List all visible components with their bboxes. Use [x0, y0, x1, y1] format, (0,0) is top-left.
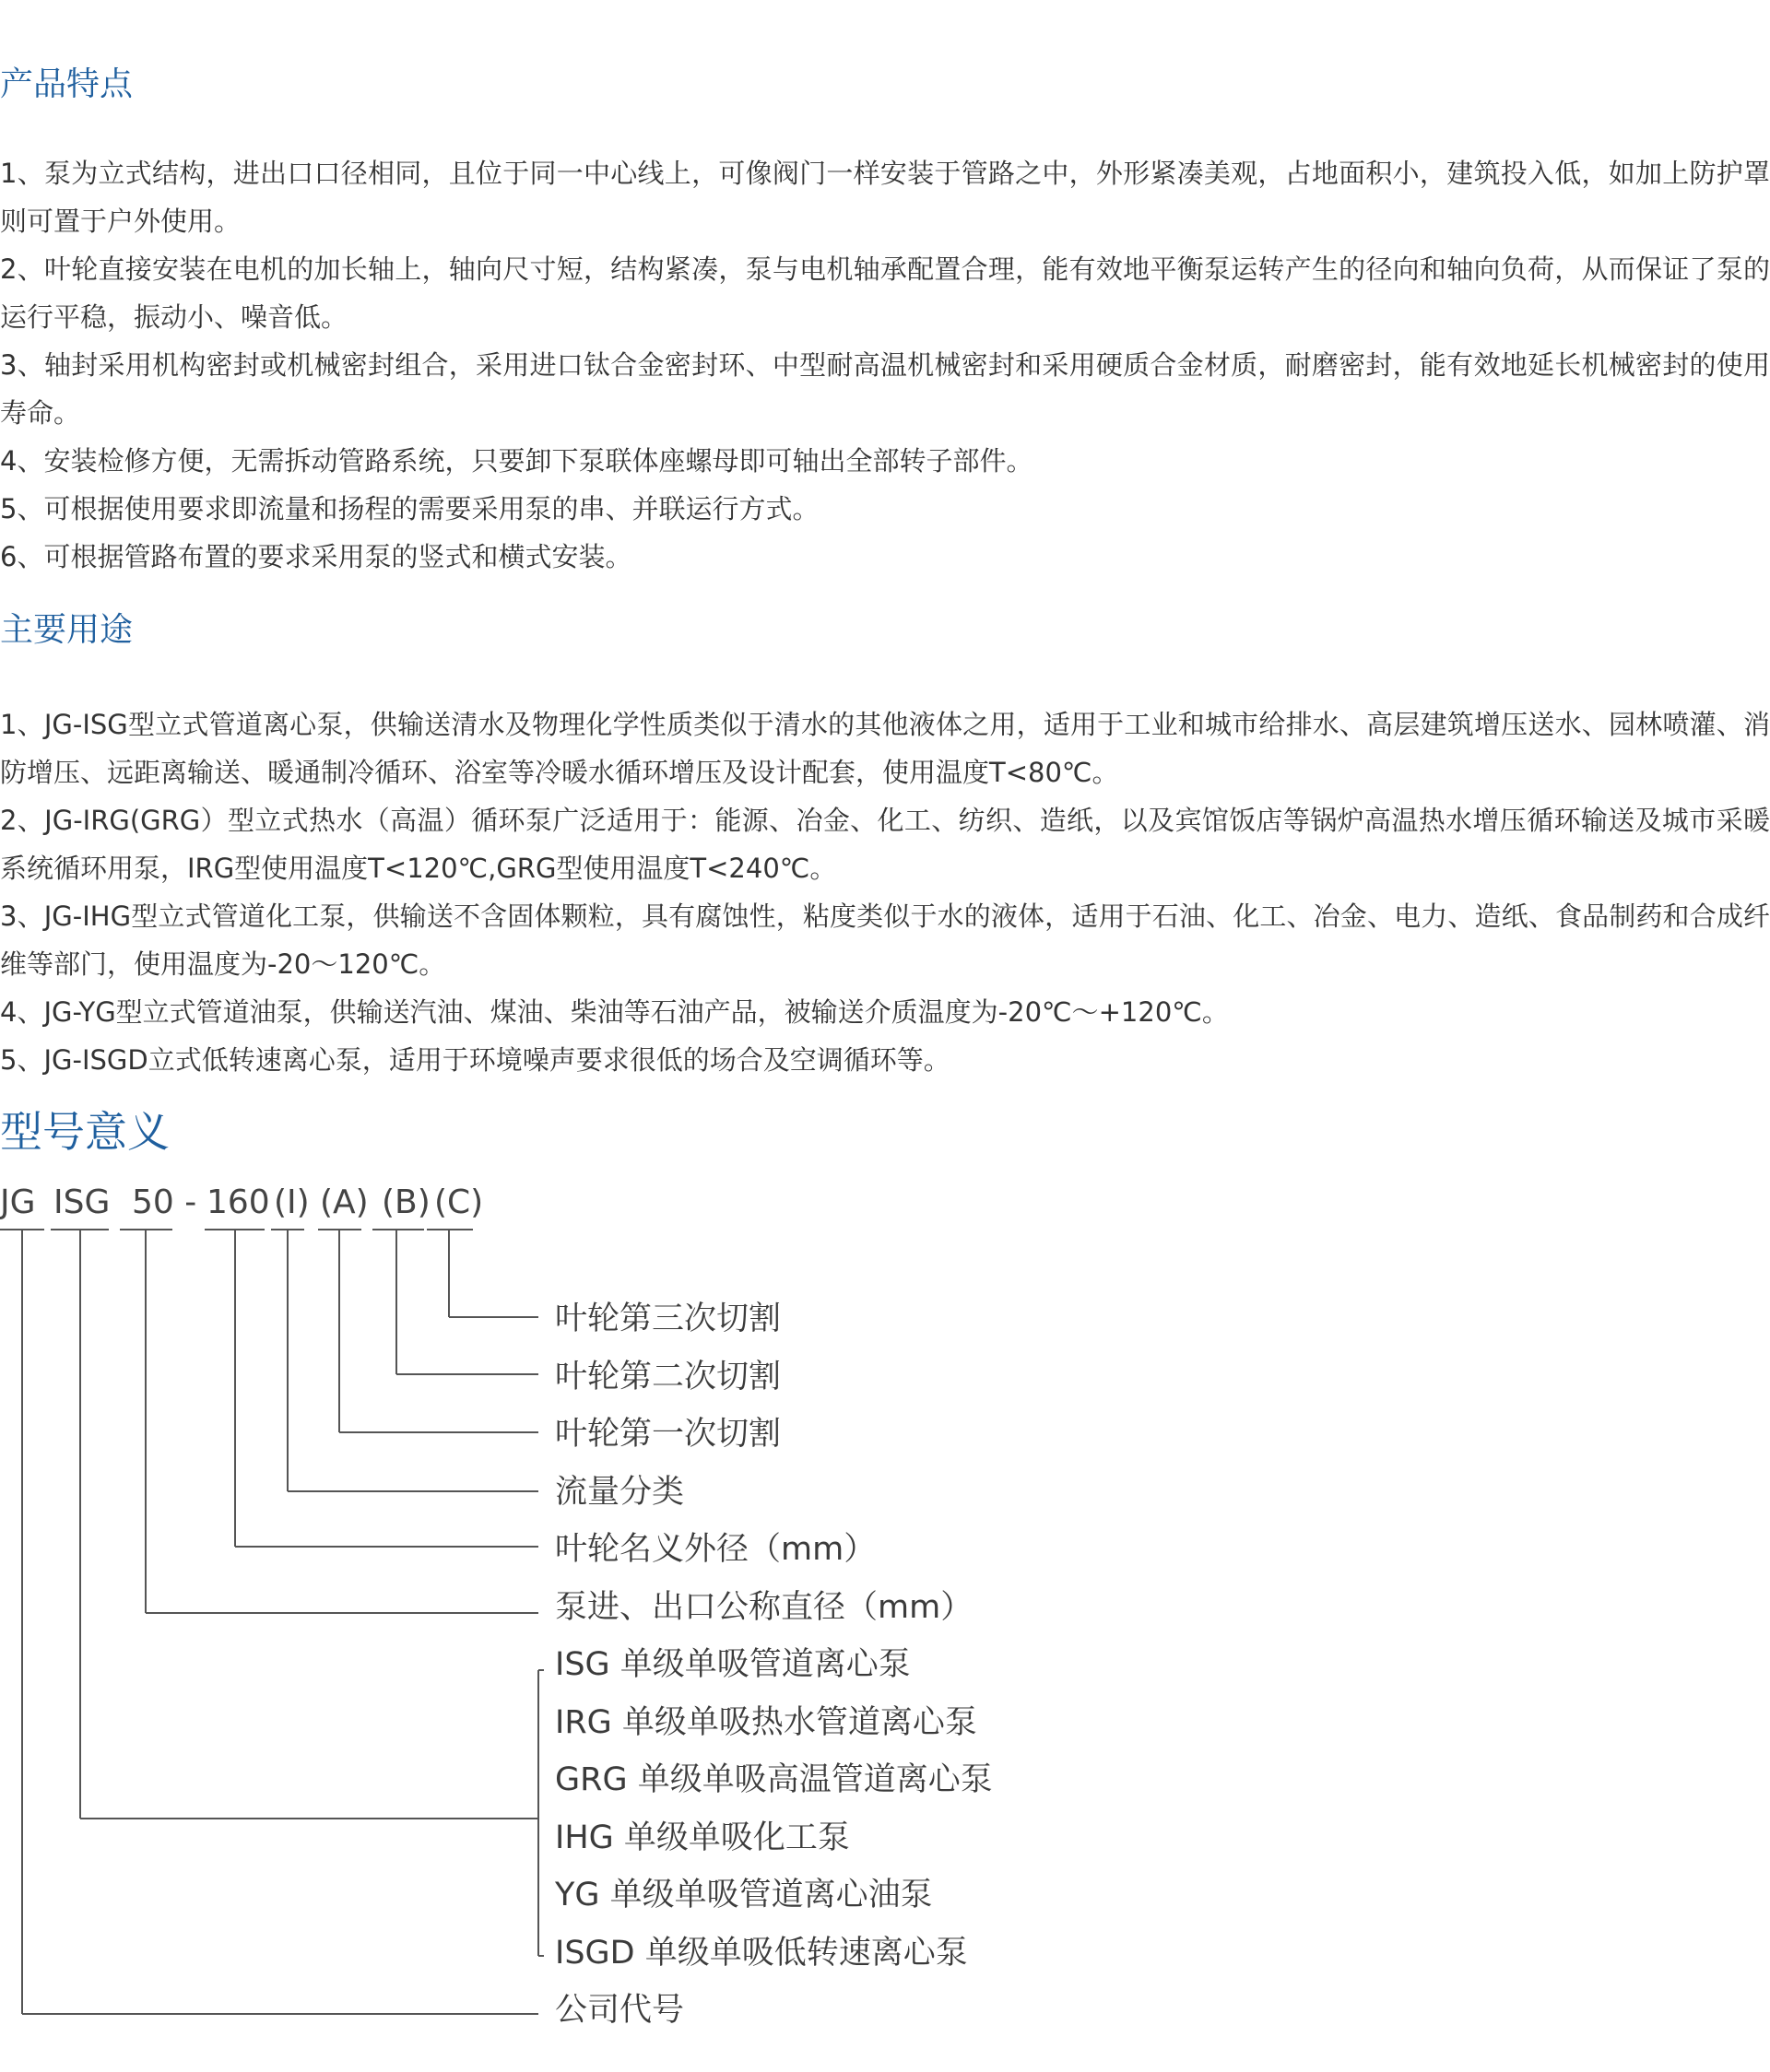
label-cut-a: 叶轮第一次切割	[555, 1416, 782, 1453]
feature-item-6: 6、可根据管路布置的要求采用泵的竖式和横式安装。	[0, 541, 632, 572]
code-company: JG	[0, 1183, 36, 1221]
features-heading: 产品特点	[0, 65, 134, 103]
use-item-3: 3、JG-IHG型立式管道化工泵，供输送不含固体颗粒，具有腐蚀性，粘度类似于水的液体，适用于石油、化工、冶金、电力、造纸、食品制药和合成纤维等部门，使用温度为-20～120℃。	[0, 901, 1770, 980]
label-inlet: 泵进、出口公称直径（mm）	[555, 1589, 974, 1626]
uses-list	[0, 700, 1770, 1084]
feature-item-1: 1、泵为立式结构，进出口口径相同，且位于同一中心线上，可像阀门一样安装于管路之中，外形紧凑美观，占地面积小，建筑投入低，如加上防护罩则可置于户外使用。	[0, 158, 1770, 237]
feature-item-5: 5、可根据使用要求即流量和扬程的需要采用泵的串、并联运行方式。	[0, 493, 820, 524]
code-flow: (I)	[274, 1183, 310, 1221]
code-type: ISG	[53, 1183, 111, 1221]
label-type-ihg: IHG 单级单吸化工泵	[555, 1819, 850, 1856]
code-cut-b: (B)	[382, 1183, 431, 1221]
model-heading: 型号意义	[0, 1107, 170, 1157]
code-cut-c: (C)	[434, 1183, 484, 1221]
feature-item-3: 3、轴封采用机构密封或机械密封组合，采用进口钛合金密封环、中型耐高温机械密封和采用硬质合金材质，耐磨密封，能有效地延长机械密封的使用寿命。	[0, 349, 1770, 429]
label-type-grg: GRG 单级单吸高温管道离心泵	[555, 1761, 993, 1798]
label-type-irg: IRG 单级单吸热水管道离心泵	[555, 1704, 977, 1741]
label-type-isgd: ISGD 单级单吸低转速离心泵	[555, 1935, 968, 1972]
label-diameter: 叶轮名义外径（mm）	[555, 1531, 877, 1568]
use-item-4: 4、JG-YG型立式管道油泵，供输送汽油、煤油、柴油等石油产品，被输送介质温度为-20℃～+120℃。	[0, 996, 1229, 1028]
label-type-yg: YG 单级单吸管道离心油泵	[555, 1877, 933, 1913]
features-list	[0, 149, 1770, 581]
code-cut-a: (A)	[320, 1183, 369, 1221]
feature-item-4: 4、安装检修方便，无需拆动管路系统，只要卸下泵联体座螺母即可轴出全部转子部件。	[0, 445, 1033, 477]
model-code	[0, 1175, 553, 1230]
label-company: 公司代号	[555, 1992, 685, 2029]
use-item-5: 5、JG-ISGD立式低转速离心泵，适用于环境噪声要求很低的场合及空调循环等。	[0, 1044, 950, 1076]
label-flow: 流量分类	[555, 1474, 685, 1511]
code-inlet: 50 -	[132, 1183, 197, 1221]
code-diameter: 160	[206, 1183, 270, 1221]
use-item-2: 2、JG-IRG(GRG）型立式热水（高温）循环泵广泛适用于：能源、冶金、化工、纺织、造纸，以及宾馆饭店等锅炉高温热水增压循环输送及城市采暖系统循环用泵，IRG型使用温度T<120℃,GRG型使用温度T<240℃。	[0, 805, 1770, 884]
label-cut-c: 叶轮第三次切割	[555, 1301, 782, 1337]
use-item-1: 1、JG-ISG型立式管道离心泵，供输送清水及物理化学性质类似于清水的其他液体之用，适用于工业和城市给排水、高层建筑增压送水、园林喷灌、消防增压、远距离输送、暖通制冷循环、浴室等冷暖水循环增压及设计配套，使用温度T<80℃。	[0, 709, 1770, 788]
label-cut-b: 叶轮第二次切割	[555, 1359, 782, 1395]
uses-heading: 主要用途	[0, 611, 134, 649]
label-type-isg: ISG 单级单吸管道离心泵	[555, 1646, 911, 1683]
feature-item-2: 2、叶轮直接安装在电机的加长轴上，轴向尺寸短，结构紧凑，泵与电机轴承配置合理，能有效地平衡泵运转产生的径向和轴向负荷，从而保证了泵的运行平稳，振动小、噪音低。	[0, 253, 1770, 333]
